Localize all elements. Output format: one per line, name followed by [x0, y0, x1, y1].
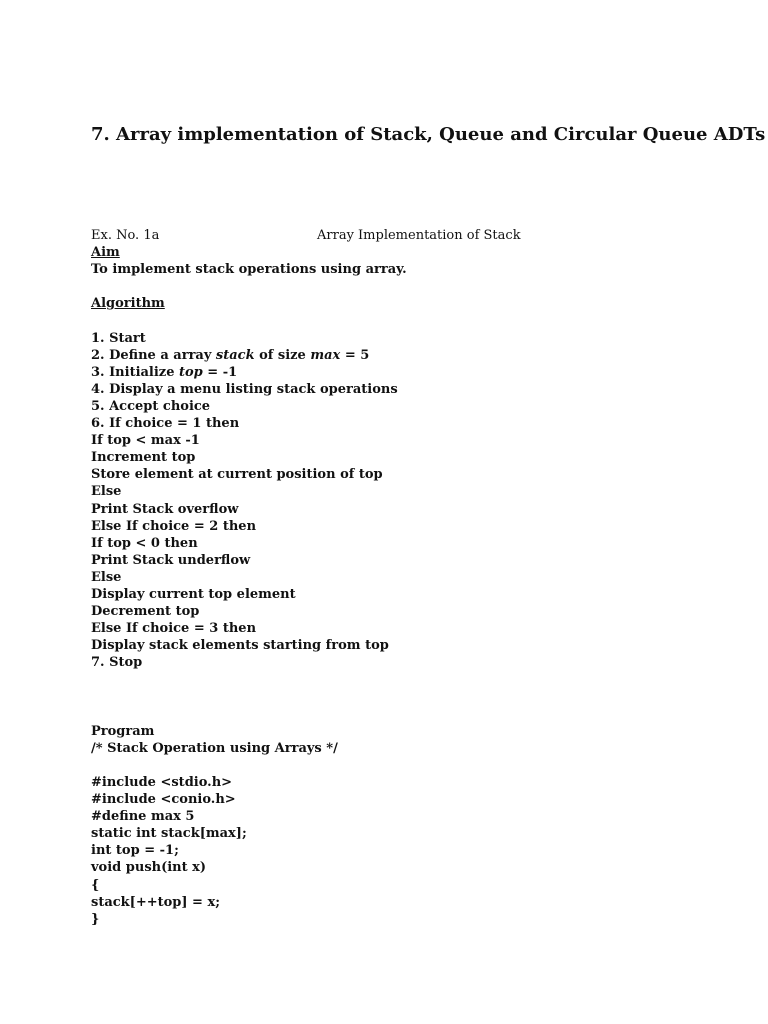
algorithm-step [91, 347, 731, 364]
spacer [91, 757, 731, 774]
code-line: #include <stdio.h> [91, 775, 233, 791]
code-line: static int stack[max]; [91, 826, 247, 842]
code-line: void push(int x) [91, 860, 207, 876]
spacer [91, 278, 731, 295]
algorithm-step: Store element at current position of top [91, 467, 383, 483]
spacer [91, 671, 731, 722]
program-comment: /* Stack Operation using Arrays */ [91, 740, 338, 756]
algorithm-step: If top < max -1 [91, 433, 200, 449]
step-text: = -1 [202, 364, 238, 380]
algorithm-step: Else [91, 569, 122, 585]
variable-name: top [179, 364, 203, 380]
exercise-title: Array Implementation of Stack [317, 228, 521, 243]
algorithm-step: 4. Display a menu listing stack operations [91, 381, 398, 397]
code-line: { [91, 877, 100, 893]
aim-text: To implement stack operations using array. [91, 262, 407, 278]
program-heading: Program [91, 723, 155, 739]
code-line: #include <conio.h> [91, 792, 236, 808]
algorithm-step: Decrement top [91, 604, 200, 620]
algorithm-step: Print Stack underflow [91, 552, 251, 568]
algorithm-step: 7. Stop [91, 655, 143, 671]
algorithm-step: 6. If choice = 1 then [91, 416, 240, 432]
algorithm-step: Display stack elements starting from top [91, 638, 389, 654]
algorithm-step: If top < 0 then [91, 535, 198, 551]
algorithm-step: Display current top element [91, 586, 296, 602]
step-text: 3. Initialize [91, 364, 179, 380]
document-body [91, 227, 731, 928]
aim-heading: Aim [91, 245, 120, 261]
document-title: 7. Array implementation of Stack, Queue and Circular Queue ADTs [91, 124, 766, 145]
exercise-number: Ex. No. 1a [91, 228, 160, 243]
code-line: stack[++top] = x; [91, 894, 221, 910]
algorithm-step: Increment top [91, 450, 196, 466]
spacer [91, 312, 731, 329]
algorithm-heading: Algorithm [91, 296, 165, 312]
variable-name: stack [215, 347, 255, 363]
algorithm-step: Print Stack overflow [91, 501, 239, 517]
code-block [91, 774, 731, 928]
algorithm-step [91, 364, 731, 381]
variable-name: max [310, 347, 341, 363]
step-text: = 5 [340, 347, 370, 363]
algorithm-step: Else If choice = 2 then [91, 518, 257, 534]
step-text: of size [254, 347, 311, 363]
code-line: #define max 5 [91, 809, 195, 825]
algorithm-step: Else If choice = 3 then [91, 621, 257, 637]
step-text: 2. Define a array [91, 347, 216, 363]
exercise-header [91, 227, 731, 244]
algorithm-step: 5. Accept choice [91, 398, 211, 414]
code-line: int top = -1; [91, 843, 179, 859]
algorithm-step: 1. Start [91, 330, 146, 346]
algorithm-step: Else [91, 484, 122, 500]
code-line: } [91, 911, 100, 927]
